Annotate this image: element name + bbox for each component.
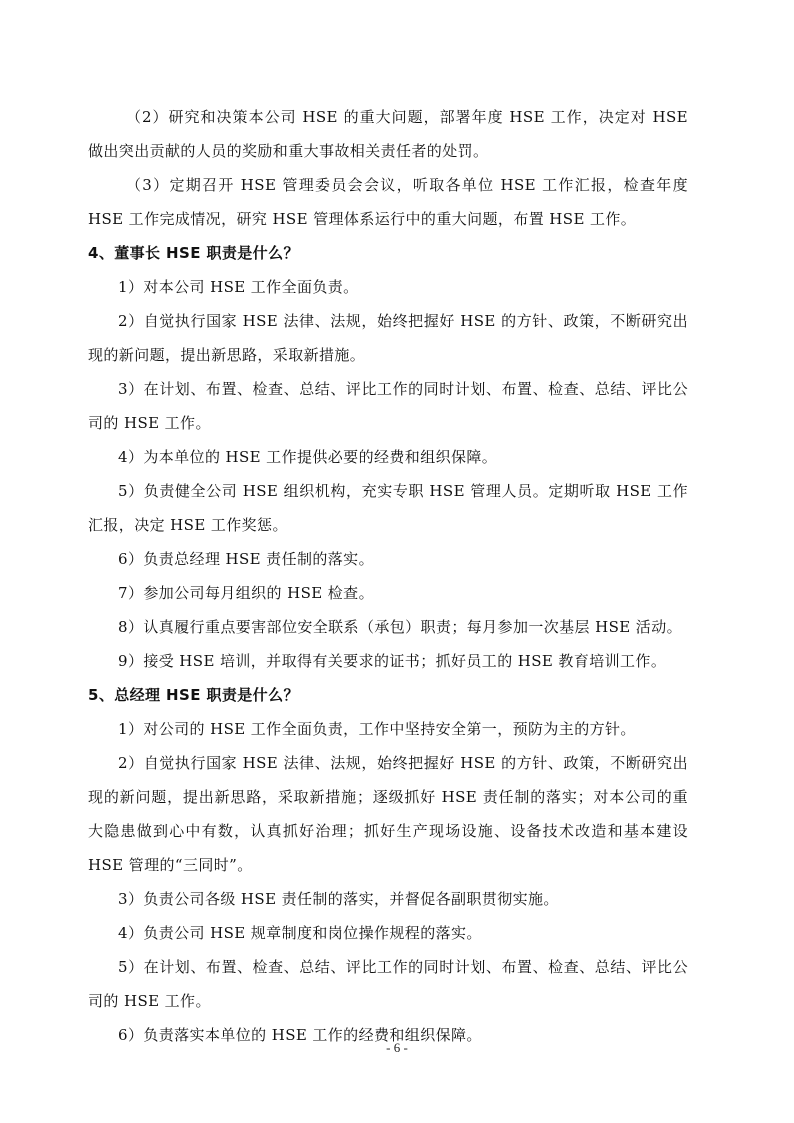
list-item: 5）负责健全公司 HSE 组织机构，充实专职 HSE 管理人员。定期听取 HSE 工作汇报，决定 HSE 工作奖惩。	[88, 482, 688, 534]
section-heading-general-manager: 5、总经理 HSE 职责是什么？	[88, 686, 299, 704]
list-item: 1）对公司的 HSE 工作全面负责，工作中坚持安全第一，预防为主的方针。	[118, 720, 636, 738]
list-item: 4）负责公司 HSE 规章制度和岗位操作规程的落实。	[118, 924, 482, 942]
list-item: 6）负责落实本单位的 HSE 工作的经费和组织保障。	[118, 1026, 482, 1044]
document-body	[88, 100, 688, 1052]
list-item: 9）接受 HSE 培训，并取得有关要求的证书；抓好员工的 HSE 教育培训工作。	[118, 652, 667, 670]
page-number: - 6 -	[386, 1040, 408, 1055]
list-item: 5）在计划、布置、检查、总结、评比工作的同时计划、布置、检查、总结、评比公司的 HSE 工作。	[88, 958, 688, 1010]
list-item: 6）负责总经理 HSE 责任制的落实。	[118, 550, 374, 568]
list-item: 8）认真履行重点要害部位安全联系（承包）职责；每月参加一次基层 HSE 活动。	[118, 618, 682, 636]
list-item: 3）负责公司各级 HSE 责任制的落实，并督促各副职贯彻实施。	[118, 890, 559, 908]
list-item: 2）自觉执行国家 HSE 法律、法规，始终把握好 HSE 的方针、政策，不断研究出现的新问题，提出新思路，采取新措施；逐级抓好 HSE 责任制的落实；对本公司的重大隐患做到心中有数，认真抓好治理；抓好生产现场设施、设备技术改造和基本建设 HSE 管理的“三同时”。	[88, 754, 688, 874]
list-item: 7）参加公司每月组织的 HSE 检查。	[118, 584, 374, 602]
list-item: 4）为本单位的 HSE 工作提供必要的经费和组织保障。	[118, 448, 498, 466]
section-heading-chairman: 4、董事长 HSE 职责是什么？	[88, 244, 299, 262]
list-item: 3）在计划、布置、检查、总结、评比工作的同时计划、布置、检查、总结、评比公司的 HSE 工作。	[88, 380, 688, 432]
list-item: 1）对本公司 HSE 工作全面负责。	[118, 278, 359, 296]
paragraph: （3）定期召开 HSE 管理委员会会议，听取各单位 HSE 工作汇报，检查年度 HSE 工作完成情况，研究 HSE 管理体系运行中的重大问题，布置 HSE 工作。	[88, 176, 688, 228]
list-item: 2）自觉执行国家 HSE 法律、法规，始终把握好 HSE 的方针、政策，不断研究出现的新问题，提出新思路，采取新措施。	[88, 312, 688, 364]
paragraph: （2）研究和决策本公司 HSE 的重大问题，部署年度 HSE 工作，决定对 HSE 做出突出贡献的人员的奖励和重大事故相关责任者的处罚。	[88, 108, 688, 160]
